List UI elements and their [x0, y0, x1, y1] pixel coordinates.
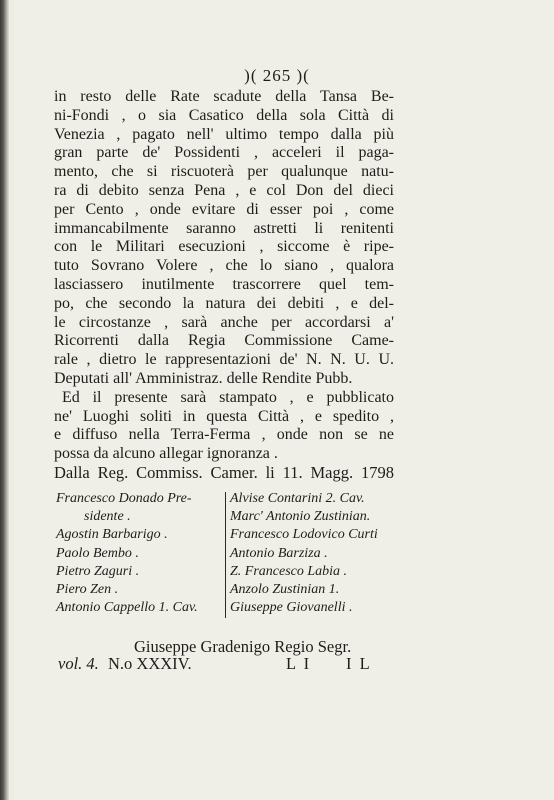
signatory-name: Francesco Lodovico Curti — [230, 527, 378, 543]
text-line: ni-Fondi , o sia Casatico della sola Città di — [54, 106, 394, 124]
text-line: immancabilmente saranno astretti li renitenti — [54, 219, 394, 237]
text-line: in resto delle Rate scadute della Tansa Be- — [54, 88, 394, 105]
page-number-header: )( 265 )( — [244, 66, 310, 85]
text-line: per Cento , onde evitare di esser poi , come — [54, 200, 394, 218]
column-divider — [225, 492, 226, 618]
text-line: con le Militari esecuzioni , siccome è ripe- — [54, 238, 394, 256]
text-line: lasciassero inutilmente trascorrere quel tem- — [54, 275, 394, 293]
text-line: Deputati all' Amministraz. delle Rendite Pubb. — [54, 369, 353, 387]
text-line: Ed il presente sarà stampato , e pubblicato — [62, 388, 394, 406]
signatories-right-column — [230, 490, 396, 617]
text-line: tuto Sovrano Volere , che lo siano , qualora — [54, 257, 394, 275]
signatory-name: Antonio Cappello 1. Cav. — [56, 600, 198, 616]
signatory-name: Marc' Antonio Zustinian. — [230, 509, 371, 525]
document-number: N.o XXXIV. — [108, 654, 192, 673]
date-line: Dalla Reg. Commiss. Camer. li 11. Magg. 1798 — [54, 462, 394, 482]
book-spine-edge — [0, 0, 9, 800]
decree-body-text — [54, 88, 394, 483]
text-line: ne' Luoghi soliti in questa Città , e spedito , — [54, 407, 394, 425]
text-line: le circostanze , sarà anche per accordarsi a' — [54, 313, 394, 331]
signatory-name: Giuseppe Giovanelli . — [230, 600, 353, 616]
signatory-name: Pietro Zaguri . — [56, 563, 140, 579]
signatory-name: Anzolo Zustinian 1. — [230, 582, 340, 598]
signatory-name: sidente . — [84, 509, 131, 525]
text-line: ra di debito senza Pena , e col Don del dieci — [54, 181, 394, 199]
signatory-name: Z. Francesco Labia . — [230, 563, 348, 579]
volume-mark: vol. 4. — [58, 654, 99, 673]
text-line: mento, che si riscuoterà per qualunque natu- — [54, 163, 394, 181]
text-line: rale , dietro le rappresentazioni de' N. N. U. U. — [54, 351, 394, 369]
text-line: possa da alcuno allegar ignoranza . — [54, 445, 278, 463]
text-line: Venezia , pagato nell' ultimo tempo dalla più — [54, 125, 394, 143]
gathering-signature: I L — [346, 654, 372, 673]
text-line: po, che secondo la natura dei debiti , e del- — [54, 294, 394, 312]
signatory-name: Alvise Contarini 2. Cav. — [230, 491, 365, 506]
gathering-signature: L I — [286, 654, 312, 673]
printer-signature-line — [54, 654, 396, 676]
text-line: Ricorrenti dalla Regia Commissione Came- — [54, 332, 394, 350]
signatories-left-column — [56, 490, 224, 617]
signatory-name: Paolo Bembo . — [56, 545, 139, 561]
signatory-name: Piero Zen . — [56, 582, 119, 598]
signatory-name: Agostin Barbarigo . — [56, 527, 168, 543]
text-line: e diffuso nella Terra-Ferma , onde non se ne — [54, 426, 394, 444]
signatories-table — [54, 490, 396, 622]
text-line: gran parte de' Possidenti , acceleri il paga- — [54, 144, 394, 162]
signatory-name: Francesco Donado Pre- — [56, 491, 192, 506]
signatory-name: Antonio Barziza . — [230, 545, 328, 561]
secretary-signature: Giuseppe Gradenigo Regio Segr. — [134, 637, 352, 656]
